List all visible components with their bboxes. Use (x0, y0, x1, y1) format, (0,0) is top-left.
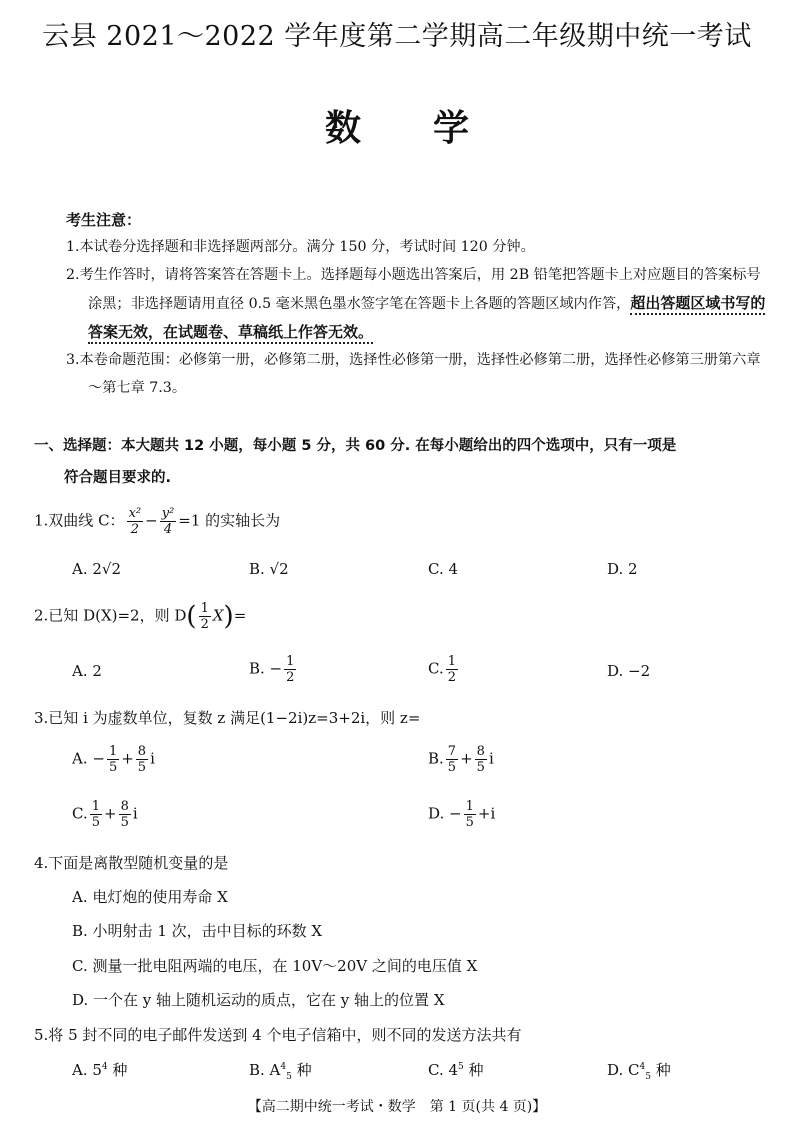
q3-a-suffix: i (150, 749, 155, 768)
q3-c-plus: + (104, 804, 117, 823)
q1-frac-y-den: 4 (163, 522, 173, 537)
q3-d-frac1 (464, 799, 476, 830)
q5-d-sub: 5 (645, 1072, 651, 1082)
q3-b-plus: + (460, 749, 473, 768)
q4-option-c: C. 测量一批电阻两端的电压，在 10V～20V 之间的电压值 X (72, 957, 478, 975)
q1-frac-x (127, 506, 144, 537)
q3-b-d2: 5 (476, 760, 485, 775)
q5-b-suffix: 种 (291, 1061, 312, 1079)
question-2-stem (34, 601, 246, 632)
question-1-stem (34, 506, 280, 537)
q5-option-c (428, 1059, 484, 1080)
q3-a-d2: 5 (137, 760, 147, 775)
q3-c-frac1 (90, 799, 102, 830)
q3-c-n1: 1 (91, 799, 100, 814)
q2-left-paren: ( (186, 601, 197, 632)
q5-b-sub: 5 (286, 1072, 292, 1082)
q3-b-n1: 7 (447, 744, 457, 759)
q2-suffix: = (233, 606, 247, 625)
notice-item-3 (66, 346, 766, 402)
q2-option-c (428, 654, 460, 685)
notice-item-2-emphasis: 超出答题区域书写的答案无效，在试题卷、草稿纸上作答无效。 (88, 294, 765, 344)
q1-option-a: A. 2√2 (72, 560, 122, 578)
q1-frac-x-den: 2 (130, 522, 139, 537)
q3-c-suffix: i (132, 804, 138, 823)
q3-d-suffix: +i (477, 804, 496, 823)
q2-option-a: A. 2 (72, 662, 102, 680)
page-footer: 【高二期中统一考试・数学 第 1 页(共 4 页)】 (247, 1099, 547, 1115)
notice-item-2-text: 2.考生作答时，请将答案答在答题卡上。选择题每小题选出答案后，用 2B 铅笔把答题卡上对应题目的答案标号涂黑；非选择题请用直径 0.5 毫米黑色墨水签字笔在答题卡上各题的答题区域内作答， (66, 267, 761, 312)
q2-option-d: D. −2 (607, 662, 651, 680)
q3-d-d1: 5 (465, 815, 474, 830)
q2-b-num: 1 (286, 654, 295, 669)
q3-c-prefix: C. (72, 804, 88, 823)
q2-right-paren: ) (223, 601, 234, 632)
q3-d-n1: 1 (465, 799, 474, 814)
q5-a-suffix: 种 (107, 1061, 128, 1079)
q5-c-suffix: 种 (463, 1061, 484, 1079)
q5-b-base: B. A (249, 1061, 281, 1079)
q1-frac-y (160, 506, 177, 537)
section-line-1: 一、选择题：本大题共 12 小题，每小题 5 分，共 60 分. 在每小题给出的四个选项中，只有一项是 (34, 438, 677, 454)
question-5-stem: 5.将 5 封不同的电子邮件发送到 4 个电子信箱中，则不同的发送方法共有 (34, 1026, 522, 1044)
q5-c-base: C. 4 (428, 1061, 459, 1079)
q1-frac-x-num: x² (128, 506, 142, 521)
q5-a-base: A. 5 (72, 1061, 102, 1079)
q3-option-d (428, 799, 495, 830)
q1-frac-y-num: y² (161, 506, 175, 521)
q2-b-frac (284, 654, 296, 685)
q4-option-d: D. 一个在 y 轴上随机运动的质点，它在 y 轴上的位置 X (72, 991, 445, 1009)
q5-b-sup: 4 (280, 1062, 287, 1072)
q2-c-prefix: C. (428, 659, 444, 678)
notice-item-3-text: 3.本卷命题范围：必修第一册，必修第二册，选择性必修第一册，选择性必修第二册，选择性必修第三册第六章～第七章 7.3。 (66, 352, 761, 396)
q5-a-sup: 4 (101, 1062, 108, 1072)
q1-prefix: 1.双曲线 C： (34, 511, 125, 530)
q3-c-d1: 5 (91, 815, 100, 830)
q3-option-c (72, 799, 138, 830)
q4-option-a: A. 电灯炮的使用寿命 X (72, 888, 228, 906)
q2-x: X (212, 606, 224, 625)
q2-frac-num: 1 (200, 601, 209, 616)
q5-d-sup: 4 (639, 1062, 646, 1072)
section-heading (34, 430, 764, 494)
q5-option-a (72, 1059, 127, 1080)
q5-option-d (607, 1059, 671, 1082)
exam-title: 云县 2021～2022 学年度第二学期高二年级期中统一考试 (42, 21, 752, 52)
question-4-stem: 4.下面是离散型随机变量的是 (34, 854, 229, 872)
notice-item-2 (66, 261, 766, 347)
q2-b-den: 2 (286, 670, 295, 685)
q3-b-prefix: B. (428, 749, 444, 768)
q3-a-n1: 1 (108, 744, 118, 759)
q3-b-frac1 (446, 744, 458, 775)
q3-d-prefix: D. − (428, 804, 462, 823)
q3-a-prefix: A. − (72, 749, 105, 768)
q3-b-suffix: i (488, 749, 494, 768)
q2-prefix: 2.已知 D(X)=2，则 D (34, 606, 187, 625)
q5-option-b (249, 1059, 312, 1082)
notice-heading: 考生注意： (66, 211, 142, 229)
q3-a-n2: 8 (137, 744, 147, 759)
section-line-2: 符合题目要求的. (64, 470, 172, 486)
q2-c-num: 1 (447, 654, 456, 669)
q3-a-frac2 (136, 744, 148, 775)
q2-option-b (249, 654, 298, 685)
q1-option-b: B. √2 (249, 560, 289, 578)
q3-a-d1: 5 (108, 760, 118, 775)
q2-c-den: 2 (447, 670, 456, 685)
q3-a-plus: + (121, 749, 134, 768)
subject-title: 数学 (324, 107, 541, 149)
q3-option-a (72, 744, 155, 775)
q2-b-prefix: B. − (249, 659, 283, 678)
q1-minus: − (145, 511, 158, 530)
notice-item-1: 1.本试卷分选择题和非选择题两部分。满分 150 分，考试时间 120 分钟。 (66, 239, 535, 255)
question-3-stem: 3.已知 i 为虚数单位，复数 z 满足(1−2i)z=3+2i，则 z= (34, 709, 421, 727)
q3-a-frac1 (107, 744, 119, 775)
q4-option-b: B. 小明射击 1 次，击中目标的环数 X (72, 922, 323, 940)
q3-b-frac2 (475, 744, 487, 775)
q2-c-frac (446, 654, 458, 685)
q3-b-d1: 5 (447, 760, 457, 775)
q1-option-c: C. 4 (428, 560, 459, 578)
q5-c-sup: 5 (458, 1062, 464, 1072)
q3-c-frac2 (119, 799, 131, 830)
q3-option-b (428, 744, 494, 775)
q1-suffix: =1 的实轴长为 (178, 511, 281, 530)
q5-d-base: D. C (607, 1061, 640, 1079)
q2-frac-den: 2 (200, 617, 209, 632)
q3-c-n2: 8 (120, 799, 129, 814)
q5-d-suffix: 种 (650, 1061, 671, 1079)
q3-b-n2: 8 (476, 744, 485, 759)
q1-option-d: D. 2 (607, 560, 638, 578)
q2-frac-half (199, 601, 211, 632)
q3-c-d2: 5 (120, 815, 129, 830)
